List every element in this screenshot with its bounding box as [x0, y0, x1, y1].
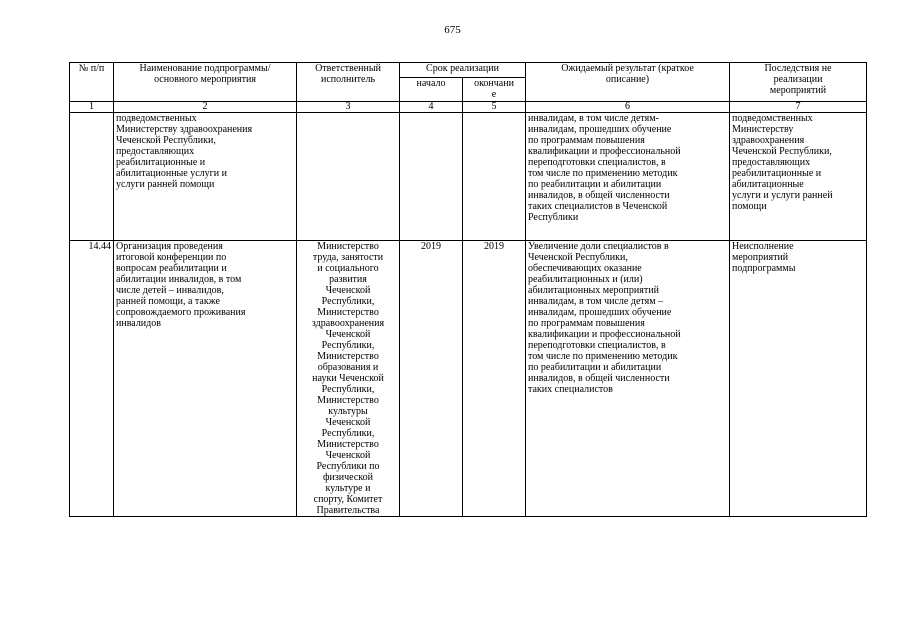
header-period-group: Срок реализации — [400, 63, 526, 78]
column-number: 3 — [297, 102, 400, 113]
header-number: № п/п — [70, 63, 114, 102]
row-start: 2019 — [400, 241, 463, 517]
header-name: Наименование подпрограммы/ основного мероприятия — [114, 63, 297, 102]
row-result: инвалидам, в том числе детям- инвалидам, прошедших обучение по программам повышения квалификации и профессиональной переподготовки специалистов, в том числе по применению методик по реабилитации и абилитации инвалидов, в общей численности таких специалистов в Чеченской Республики — [526, 113, 730, 241]
row-start — [400, 113, 463, 241]
column-number-row — [70, 102, 867, 113]
row-name: подведомственных Министерству здравоохранения Чеченской Республики, предоставляющих реабилитационные и абилитационные услуги и услуги ранней помощи — [114, 113, 297, 241]
row-number: 14.44 — [70, 241, 114, 517]
header-executor: Ответственный исполнитель — [297, 63, 400, 102]
row-consequences: подведомственных Министерству здравоохранения Чеченской Республики, предоставляющих реабилитационные и абилитационные услуги и услуги ранней помощи — [730, 113, 867, 241]
row-executor: Министерство труда, занятости и социального развития Чеченской Республики, Министерство здравоохранения Чеченской Республики, Министерство образования и науки Чеченской Республики, Министерство культуры Чеченской Республики, Министерство Чеченской Республики по физической культуре и спорту, Комитет Правительства — [297, 241, 400, 517]
header-start: начало — [400, 78, 463, 102]
column-number: 1 — [70, 102, 114, 113]
column-number: 2 — [114, 102, 297, 113]
column-number: 4 — [400, 102, 463, 113]
row-end: 2019 — [463, 241, 526, 517]
row-end — [463, 113, 526, 241]
table-row — [70, 241, 867, 517]
column-number: 7 — [730, 102, 867, 113]
row-consequences: Неисполнение мероприятий подпрограммы — [730, 241, 867, 517]
row-result: Увеличение доли специалистов в Чеченской Республики, обеспечивающих оказание реабилитационных и (или) абилитационных мероприятий инвалидам, в том числе детям – инвалидам, прошедших обучение по программам повышения квалификации и профессиональной переподготовки специалистов, в том числе по применению методик по реабилитации и абилитации инвалидов, в общей численности таких специалистов — [526, 241, 730, 517]
row-name: Организация проведения итоговой конференции по вопросам реабилитации и абилитации инвалидов, в том числе детей – инвалидов, ранней помощи, а также сопровождаемого проживания инвалидов — [114, 241, 297, 517]
header-consequences: Последствия не реализации мероприятий — [730, 63, 867, 102]
column-number: 5 — [463, 102, 526, 113]
row-executor — [297, 113, 400, 241]
header-end: окончани е — [463, 78, 526, 102]
column-number: 6 — [526, 102, 730, 113]
row-number — [70, 113, 114, 241]
page-number: 675 — [444, 24, 461, 36]
header-expected-result: Ожидаемый результат (краткое описание) — [526, 63, 730, 102]
measures-table — [69, 62, 867, 517]
table-row — [70, 113, 867, 241]
